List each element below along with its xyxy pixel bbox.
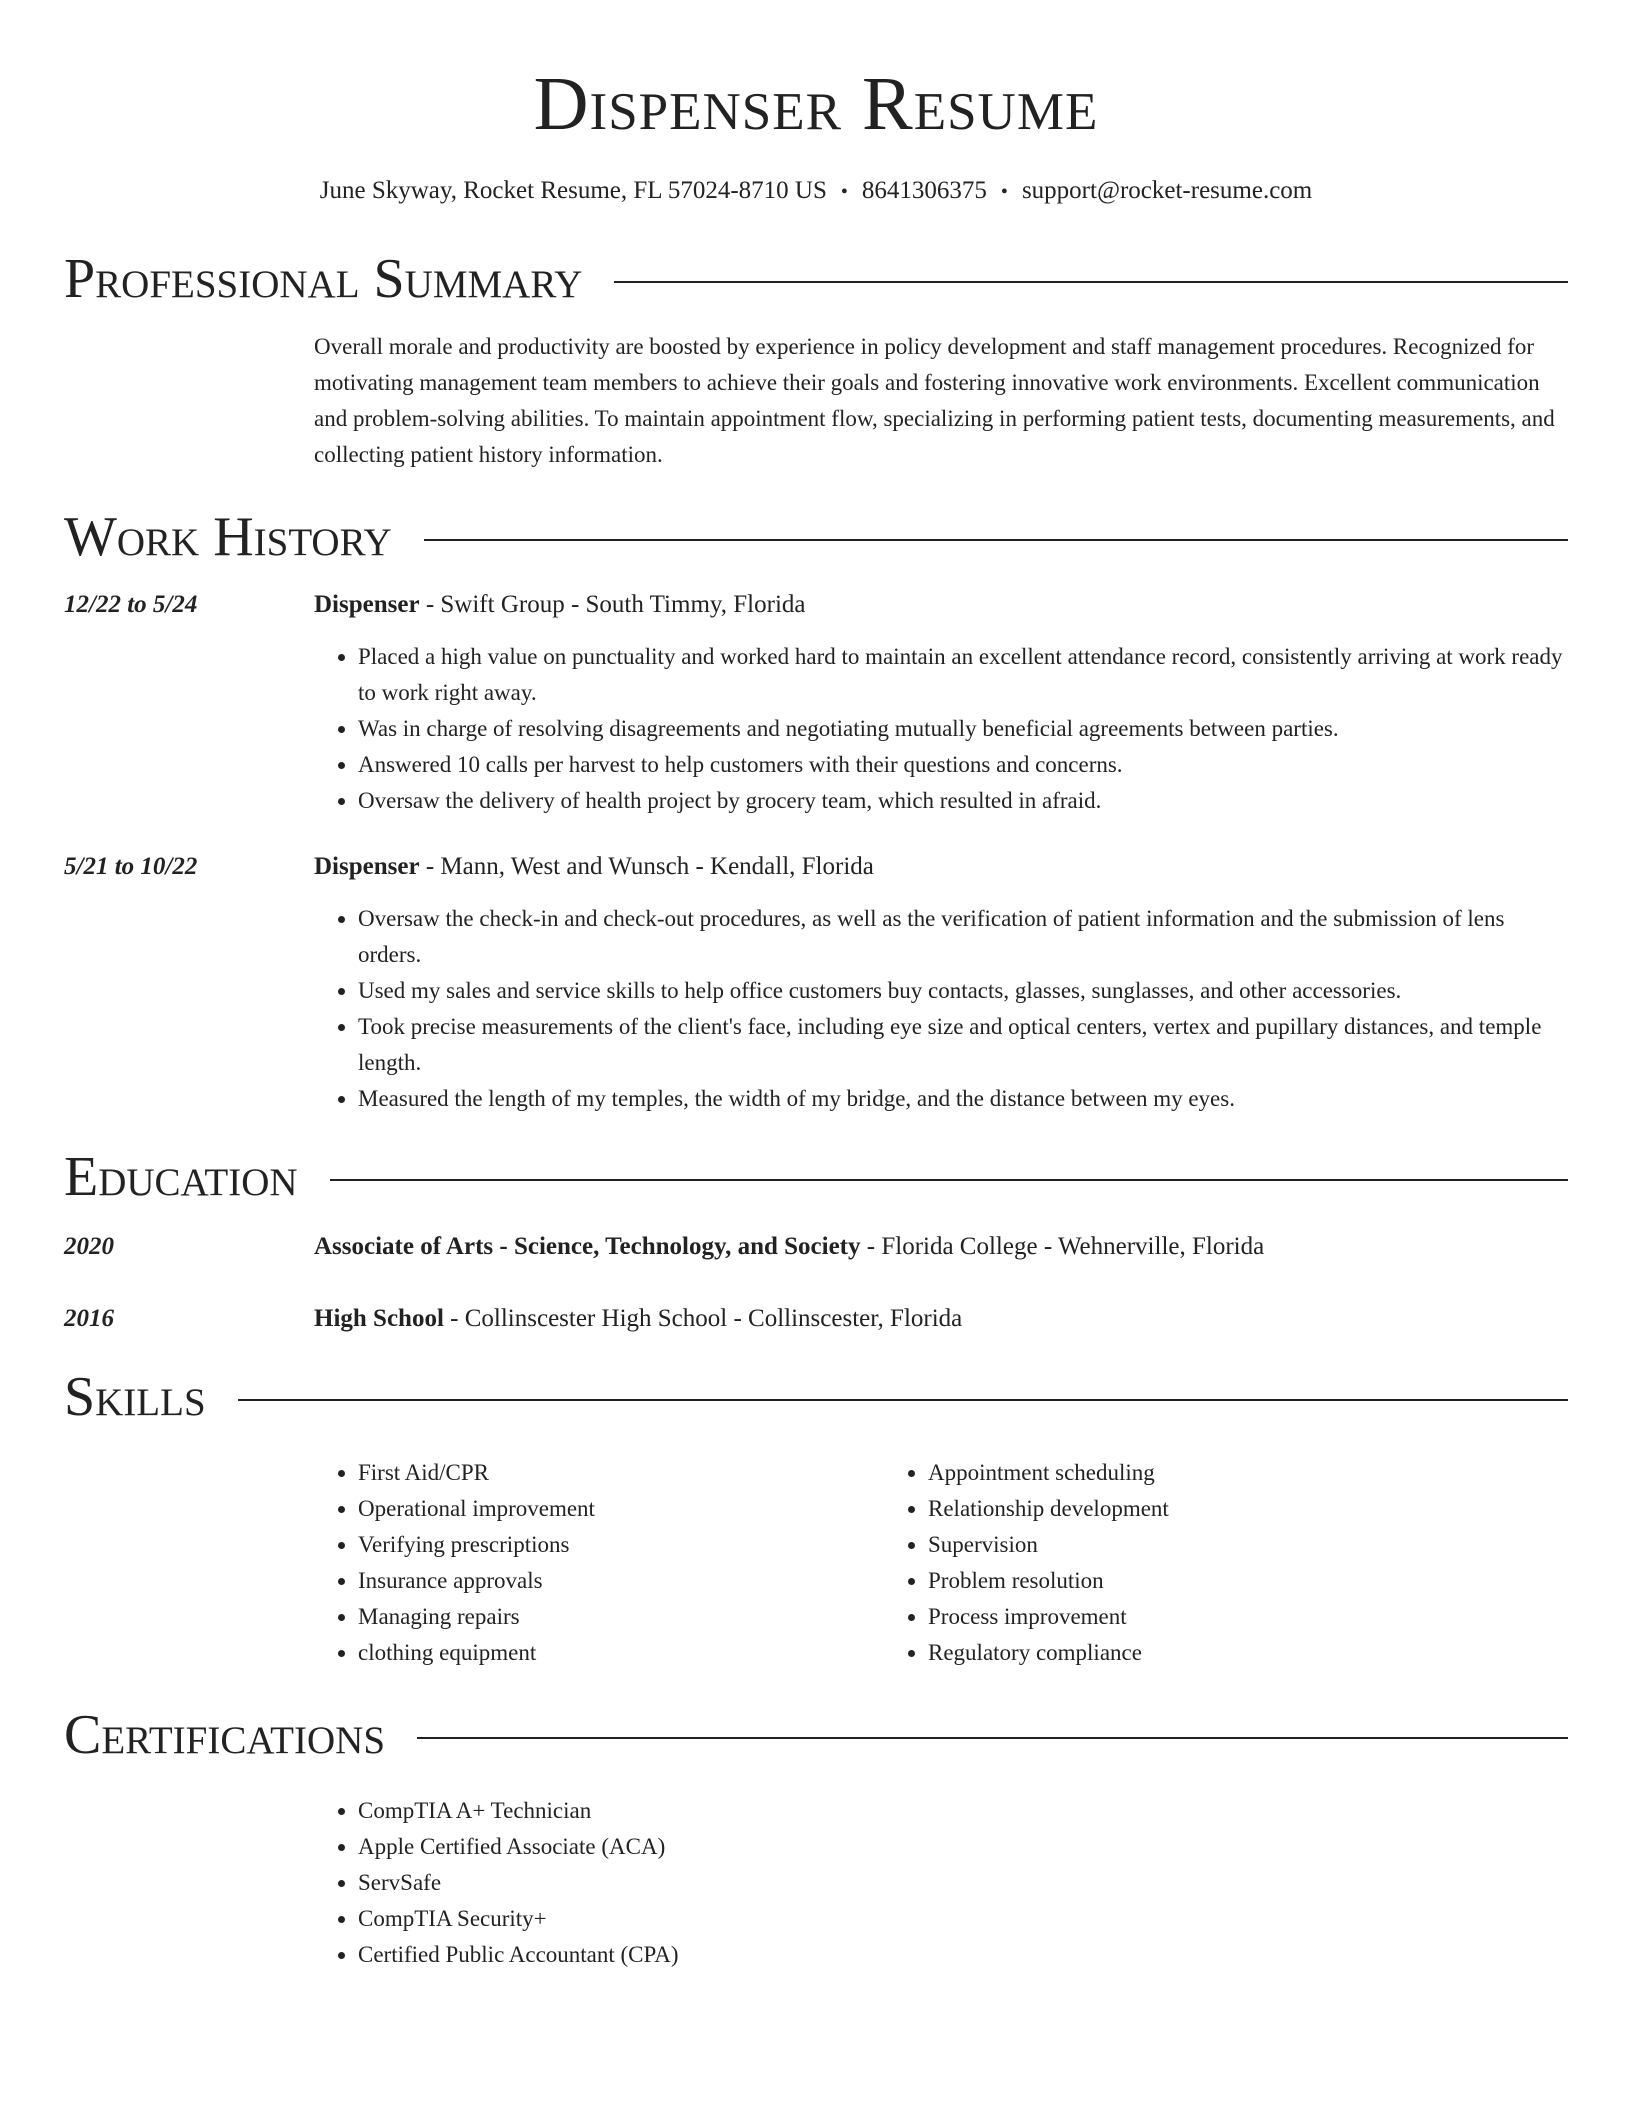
job-entry xyxy=(64,587,1568,819)
section-title: Skills xyxy=(64,1366,206,1428)
list-item: • clothing equipment xyxy=(358,1635,884,1671)
list-item: • Insurance approvals xyxy=(358,1563,884,1599)
list-item: • Operational improvement xyxy=(358,1491,884,1527)
list-item: • Was in charge of resolving disagreements and negotiating mutually beneficial agreements between parties. xyxy=(358,711,1568,747)
contact-address: June Skyway, Rocket Resume, FL 57024-8710 US xyxy=(319,177,827,204)
list-item: • Took precise measurements of the client's face, including eye size and optical centers, vertex and pupillary distances, and temple length. xyxy=(358,1009,1568,1081)
section-title: Certifications xyxy=(64,1704,386,1766)
contact-separator: • xyxy=(840,181,848,203)
contact-email: support@rocket-resume.com xyxy=(1021,177,1313,204)
list-item: • Regulatory compliance xyxy=(928,1635,1454,1671)
education-date: 2020 xyxy=(64,1233,114,1260)
education-details: - Collinscester High School - Collinscester, Florida xyxy=(443,1305,963,1332)
job-body xyxy=(314,849,1568,1117)
education-date: 2016 xyxy=(64,1305,114,1332)
education-header xyxy=(314,1229,1568,1265)
list-item: • Verifying prescriptions xyxy=(358,1527,884,1563)
certifications-list xyxy=(314,1793,1568,1973)
education-header xyxy=(314,1301,1568,1337)
section-rule xyxy=(424,539,1568,541)
list-item: • Relationship development xyxy=(928,1491,1454,1527)
list-item: • Supervision xyxy=(928,1527,1454,1563)
list-item: • Problem resolution xyxy=(928,1563,1454,1599)
list-item: • Oversaw the delivery of health project by grocery team, which resulted in afraid. xyxy=(358,783,1568,819)
job-date: 12/22 to 5/24 xyxy=(64,591,198,618)
section-title: Professional Summary xyxy=(64,248,583,310)
section-title: Work History xyxy=(64,506,392,568)
job-details: - Swift Group - South Timmy, Florida xyxy=(419,591,806,618)
list-item: • Appointment scheduling xyxy=(928,1455,1454,1491)
job-details: - Mann, West and Wunsch - Kendall, Florida xyxy=(419,853,874,880)
education-body xyxy=(314,1301,1568,1337)
job-date: 5/21 to 10/22 xyxy=(64,853,198,880)
list-item: • Apple Certified Associate (ACA) xyxy=(358,1829,1568,1865)
section-education-heading xyxy=(64,1145,1568,1209)
section-summary-heading xyxy=(64,247,1568,311)
section-certifications-heading xyxy=(64,1703,1568,1767)
education-degree: High School xyxy=(314,1305,444,1332)
job-header xyxy=(314,849,1568,885)
job-bullets xyxy=(314,639,1568,819)
list-item: • CompTIA A+ Technician xyxy=(358,1793,1568,1829)
list-item: • Answered 10 calls per harvest to help customers with their questions and concerns. xyxy=(358,747,1568,783)
job-body xyxy=(314,587,1568,819)
certifications-items xyxy=(314,1793,1568,1973)
job-bullets xyxy=(314,901,1568,1117)
skills-list xyxy=(314,1455,1568,1671)
list-item: • Used my sales and service skills to help office customers buy contacts, glasses, sunglasses, and other accessories. xyxy=(358,973,1568,1009)
contact-line xyxy=(64,174,1568,209)
education-body xyxy=(314,1229,1568,1265)
job-title: Dispenser xyxy=(314,591,420,618)
section-title: Education xyxy=(64,1146,298,1208)
section-rule xyxy=(330,1179,1568,1181)
contact-separator: • xyxy=(1000,181,1008,203)
list-item: • Measured the length of my temples, the width of my bridge, and the distance between my eyes. xyxy=(358,1081,1568,1117)
list-item: • CompTIA Security+ xyxy=(358,1901,1568,1937)
section-work-heading xyxy=(64,505,1568,569)
list-item: • Oversaw the check-in and check-out procedures, as well as the verification of patient information and the submission of lens orders. xyxy=(358,901,1568,973)
skills-column-right xyxy=(884,1455,1454,1671)
education-entry xyxy=(64,1301,1568,1337)
section-rule xyxy=(238,1399,1568,1401)
job-title: Dispenser xyxy=(314,853,420,880)
section-rule xyxy=(417,1737,1568,1739)
section-rule xyxy=(614,281,1568,283)
job-header xyxy=(314,587,1568,623)
list-item: • Placed a high value on punctuality and worked hard to maintain an excellent attendance record, consistently arriving at work ready to work right away. xyxy=(358,639,1568,711)
list-item: • Process improvement xyxy=(928,1599,1454,1635)
page-title: Dispenser Resume xyxy=(533,62,1099,146)
contact-phone: 8641306375 xyxy=(861,177,987,204)
list-item: • Certified Public Accountant (CPA) xyxy=(358,1937,1568,1973)
list-item: • Managing repairs xyxy=(358,1599,884,1635)
list-item: • ServSafe xyxy=(358,1865,1568,1901)
education-degree: Associate of Arts - Science, Technology, and Society xyxy=(314,1233,861,1260)
education-details: - Florida College - Wehnerville, Florida xyxy=(860,1233,1265,1260)
list-item: • First Aid/CPR xyxy=(358,1455,884,1491)
education-entry xyxy=(64,1229,1568,1265)
skills-column-left xyxy=(314,1455,884,1671)
summary-text: Overall morale and productivity are boosted by experience in policy development and staff management procedures. Recognized for motivating management team members to achieve their goals and fostering innovative work environments. Excellent communication and problem-solving abilities. To maintain appointment flow, specializing in performing patient tests, documenting measurements, and collecting patient history information. xyxy=(314,334,1555,467)
section-skills-heading xyxy=(64,1365,1568,1429)
job-entry xyxy=(64,849,1568,1117)
